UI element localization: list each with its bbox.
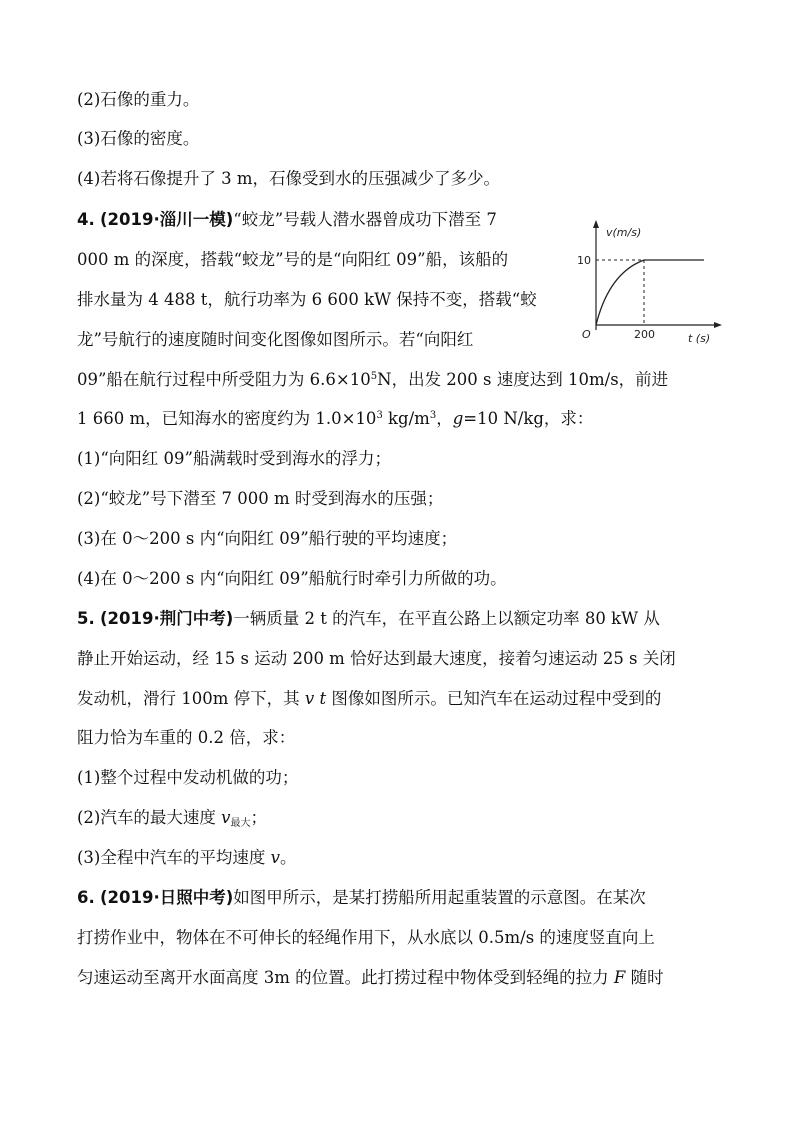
q4-sub4: (4)在 0～200 s 内“向阳红 09”船航行时牵引力所做的功。	[77, 569, 507, 588]
q6-line1: 6. (2019·日照中考)如图甲所示，是某打捞船所用起重装置的示意图。在某次	[77, 888, 646, 907]
x-axis-arrow	[714, 322, 722, 328]
q5-line3: 发动机，滑行 100m 停下，其 v t 图像如图所示。已知汽车在运动过程中受到的	[77, 689, 662, 708]
y-axis-label: v(m/s)	[606, 226, 642, 239]
q5-sub3: (3)全程中汽车的平均速度 v。	[77, 848, 297, 867]
q4-number: 4.	[77, 210, 95, 229]
y-axis-arrow	[593, 220, 599, 228]
q3-sub4: (4)若将石像提升了 3 m，石像受到水的压强减少了多少。	[77, 169, 501, 188]
x-tick-label: 200	[634, 328, 655, 341]
q5-line4: 阻力恰为车重的 0.2 倍，求：	[77, 728, 296, 747]
q5-sub1: (1)整个过程中发动机做的功；	[77, 768, 299, 787]
q6-line2: 打捞作业中，物体在不可伸长的轻绳作用下，从水底以 0.5m/s 的速度竖直向上	[77, 928, 655, 947]
q6-number: 6.	[77, 888, 95, 907]
q5-source: (2019·荆门中考)	[100, 609, 234, 628]
q5-sub2: (2)汽车的最大速度 $v_{最大}$；	[77, 808, 267, 829]
q3-sub2: (2)石像的重力。	[77, 90, 200, 109]
q4-sub1: (1)“向阳红 09”船满载时受到海水的浮力；	[77, 449, 391, 468]
q4-source: (2019·淄川一模)	[100, 210, 234, 229]
q4-line1: 4. (2019·淄川一模)“蛟龙”号载人潜水器曾成功下潜至 7	[77, 210, 497, 229]
q4-sub2: (2)“蛟龙”号下潜至 7 000 m 时受到海水的压强；	[77, 489, 444, 508]
q4-line3: 排水量为 4 488 t，航行功率为 6 600 kW 保持不变，搭载“蛟	[77, 290, 537, 309]
q3-sub3: (3)石像的密度。	[77, 129, 200, 148]
velocity-time-graph	[576, 218, 724, 348]
q4-sub3: (3)在 0～200 s 内“向阳红 09”船行驶的平均速度；	[77, 529, 458, 548]
q5-line2: 静止开始运动，经 15 s 运动 200 m 恰好达到最大速度，接着匀速运动 25 s 关闭	[77, 649, 676, 668]
y-tick-label: 10	[577, 254, 591, 267]
q6-source: (2019·日照中考)	[100, 888, 234, 907]
velocity-curve	[596, 260, 644, 325]
q5-line1: 5. (2019·荆门中考)一辆质量 2 t 的汽车，在平直公路上以额定功率 80 kW 从	[77, 609, 660, 628]
q4-line5: 09”船在航行过程中所受阻力为 $6.6\times 10^5N$，出发 200 s 速度达到 10m/s，前进	[77, 370, 669, 389]
x-axis-label: t (s)	[688, 332, 711, 345]
q6-line3: 匀速运动至离开水面高度 3m 的位置。此打捞过程中物体受到轻绳的拉力 F 随时	[77, 968, 664, 987]
q4-line2: 000 m 的深度，搭载“蛟龙”号的是“向阳红 09”船，该船的	[77, 250, 509, 269]
q5-number: 5.	[77, 609, 95, 628]
origin-label: O	[582, 328, 591, 341]
q4-line4: 龙”号航行的速度随时间变化图像如图所示。若“向阳红	[77, 330, 474, 349]
q4-line6: 1 660 m，已知海水的密度约为 $1.0\times 10^3$ $kg/m^3$，g=10 N/kg，求：	[77, 409, 594, 428]
